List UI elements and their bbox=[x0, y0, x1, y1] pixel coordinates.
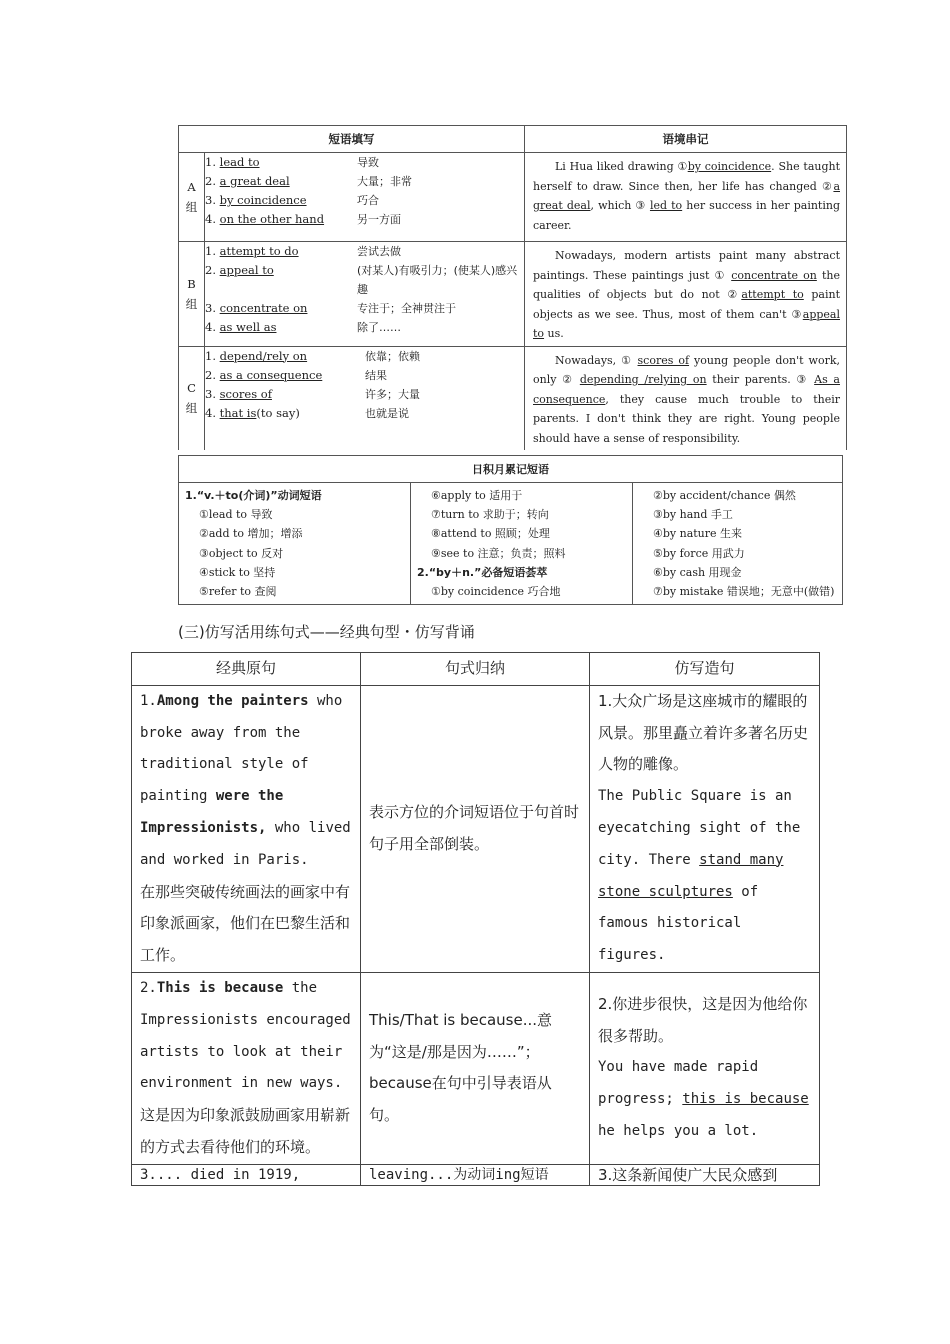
imitation-sentence: 1.大众广场是这座城市的耀眼的风景。那里矗立着许多著名历史人物的雕像。 The Public Square is an eyecatching sight of the city. There stand many stone sculptures of famous historical figures. bbox=[590, 685, 820, 972]
group-a-context: Li Hua liked drawing ①by coincidence. She taught herself to draw. Since then, her life has changed ②a great deal, which ③ led to her success in her painting career. bbox=[525, 153, 847, 242]
list-item: ⑨see to 注意；负责；照料 bbox=[431, 546, 566, 560]
section-heading: (三)仿写活用练句式——经典句型・仿写背诵 bbox=[178, 623, 475, 641]
imitation-sentence: 2.你进步很快，这是因为他给你很多帮助。 You have made rapid progress; this is because he helps you a lot. bbox=[590, 972, 820, 1164]
section-head: 1.“v.＋to(介词)”动词短语 bbox=[185, 489, 322, 502]
table-row bbox=[132, 685, 820, 972]
table-row bbox=[132, 1164, 820, 1185]
daily-phrases-col-3 bbox=[633, 483, 843, 605]
phrase-fill-table bbox=[178, 125, 847, 450]
sentence-pattern-table bbox=[131, 652, 820, 1186]
phrase-row: 3. by coincidence 巧合 bbox=[205, 193, 379, 207]
list-item: ⑧attend to 照顾；处理 bbox=[431, 527, 550, 541]
original-sentence: 3.... died in 1919, bbox=[132, 1164, 361, 1185]
col-header-pattern: 句式归纳 bbox=[361, 653, 590, 686]
list-item: ⑥apply to 适用于 bbox=[431, 489, 523, 502]
phrase-row: 4. as well as 除了…… bbox=[205, 320, 401, 334]
list-item: ④stick to 坚持 bbox=[199, 565, 276, 579]
phrase-row: 2. appeal to (对某人)有吸引力；(使某人)感兴趣 bbox=[205, 263, 518, 296]
section-head: 2.“by＋n.”必备短语荟萃 bbox=[417, 565, 548, 579]
pattern-summary: 表示方位的介词短语位于句首时句子用全部倒装。 bbox=[361, 685, 590, 972]
group-a-phrases bbox=[205, 153, 525, 242]
phrase-row: 4. on the other hand 另一方面 bbox=[205, 212, 401, 226]
group-b-context: Nowadays, modern artists paint many abstract paintings. These paintings just ① concentrate on the qualities of objects but do not ②attempt to paint objects as we see. Thus, most of them can't ③appeal to us. bbox=[525, 242, 847, 347]
group-c-context: Nowadays, ① scores of young people don't work, only ② depending /relying on their parents. ③ As a consequence, they cause much trouble to their parents. I don't think they are right. Young people should have a sense of responsibility. bbox=[525, 346, 847, 450]
original-sentence: 2.This is because the Impressionists encouraged artists to look at their environment in new ways. 这是因为印象派鼓励画家用崭新的方式去看待他们的环境。 bbox=[132, 972, 361, 1164]
group-b-phrases bbox=[205, 242, 525, 347]
daily-phrases-col-2 bbox=[411, 483, 633, 605]
original-sentence: 1.Among the painters who broke away from the traditional style of painting were the Impressionists, who lived and worked in Paris. 在那些突破传统画法的画家中有印象派画家，他们在巴黎生活和工作。 bbox=[132, 685, 361, 972]
daily-phrases-title: 日积月累记短语 bbox=[179, 456, 843, 483]
group-c-phrases bbox=[205, 346, 525, 450]
phrase-row: 2. as a consequence 结果 bbox=[205, 367, 387, 382]
group-label-c: C 组 bbox=[179, 346, 205, 450]
pattern-summary: This/That is because...意为“这是/那是因为……”；because在句中引导表语从句。 bbox=[361, 972, 590, 1164]
group-label-a: A 组 bbox=[179, 153, 205, 242]
list-item: ⑥by cash 用现金 bbox=[653, 565, 742, 579]
list-item: ⑦by mistake 错误地；无意中(做错) bbox=[653, 585, 835, 599]
list-item: ①by coincidence 巧合地 bbox=[431, 585, 561, 599]
list-item: ③object to 反对 bbox=[199, 546, 284, 560]
col-header-imitation: 仿写造句 bbox=[590, 653, 820, 686]
group-label-b: B 组 bbox=[179, 242, 205, 347]
phrase-row: 3. scores of 许多；大量 bbox=[205, 386, 420, 401]
phrase-row: 1. attempt to do 尝试去做 bbox=[205, 244, 401, 258]
pattern-summary: leaving...为动词ing短语 bbox=[361, 1164, 590, 1185]
list-item: ②add to 增加；增添 bbox=[199, 527, 303, 541]
daily-phrases-table bbox=[178, 455, 843, 605]
daily-phrases-col-1 bbox=[179, 483, 411, 605]
list-item: ⑦turn to 求助于；转向 bbox=[431, 508, 549, 522]
phrase-row: 3. concentrate on 专注于；全神贯注于 bbox=[205, 301, 456, 315]
list-item: ①lead to 导致 bbox=[199, 508, 273, 522]
imitation-sentence: 3.这条新闻使广大民众感到 bbox=[590, 1164, 820, 1185]
phrase-row: 2. a great deal 大量；非常 bbox=[205, 174, 412, 188]
list-item: ③by hand 手工 bbox=[653, 508, 733, 522]
list-item: ④by nature 生来 bbox=[653, 527, 743, 541]
list-item: ②by accident/chance 偶然 bbox=[653, 489, 796, 502]
list-item: ⑤refer to 查阅 bbox=[199, 585, 277, 599]
table-row bbox=[132, 972, 820, 1164]
col-header-original: 经典原句 bbox=[132, 653, 361, 686]
phrase-row: 4. that is(to say) 也就是说 bbox=[205, 405, 409, 420]
phrase-row: 1. depend/rely on 依靠；依赖 bbox=[205, 348, 420, 363]
phrase-fill-header: 短语填写 bbox=[179, 126, 525, 153]
phrase-row: 1. lead to 导致 bbox=[205, 155, 379, 169]
context-memory-header: 语境串记 bbox=[525, 126, 847, 153]
list-item: ⑤by force 用武力 bbox=[653, 546, 745, 560]
